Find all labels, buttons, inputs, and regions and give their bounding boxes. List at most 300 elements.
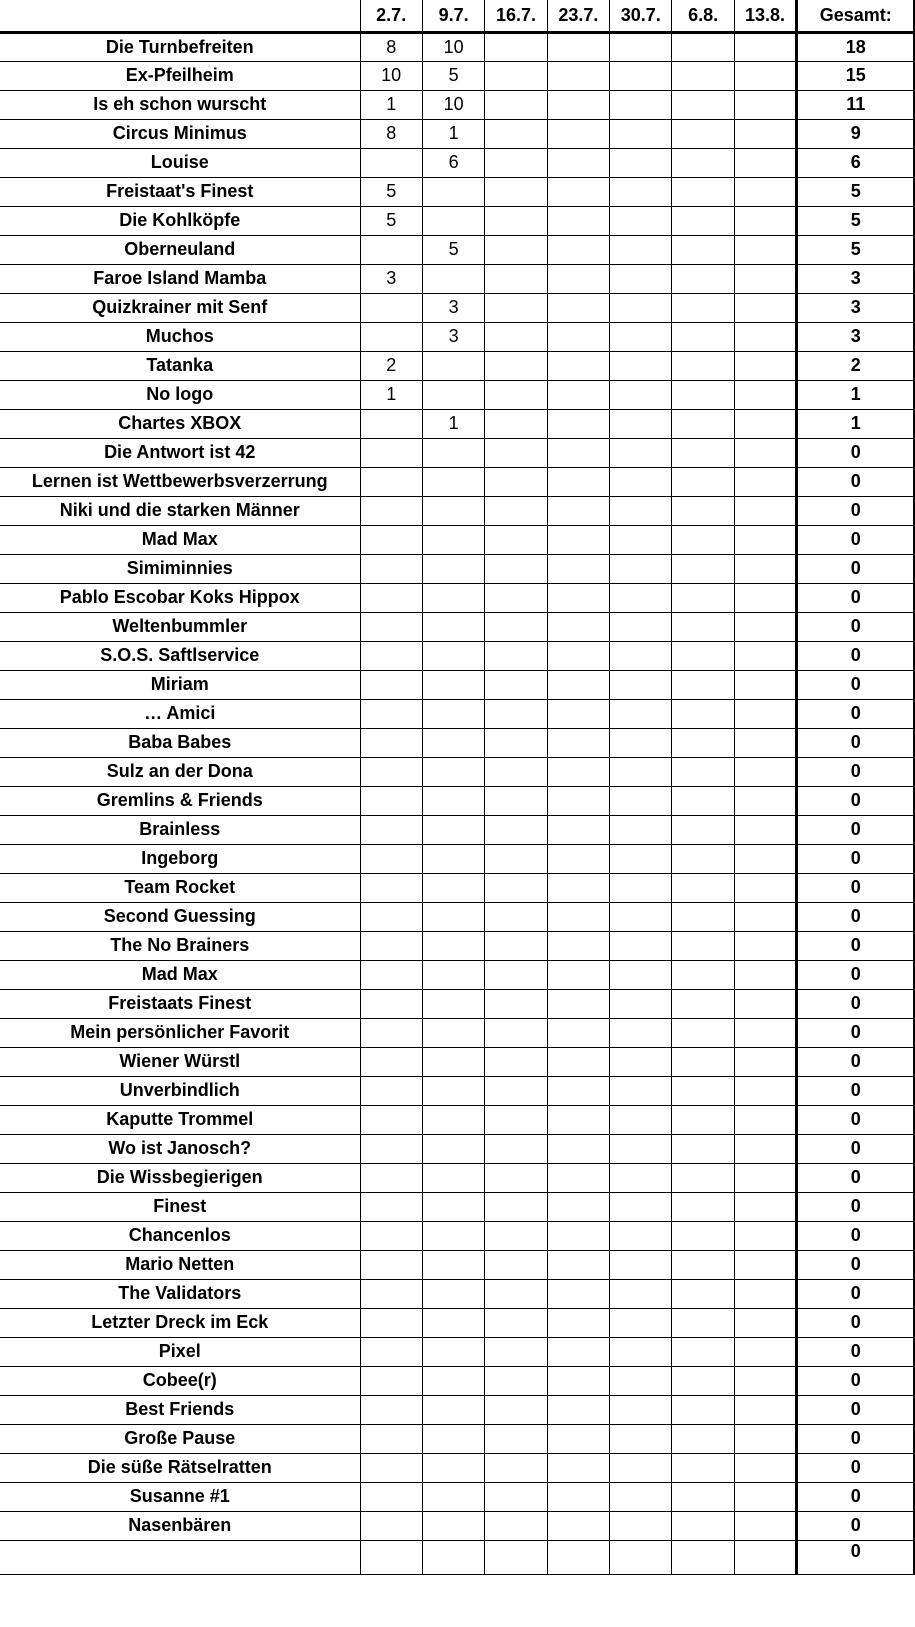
score-cell	[422, 786, 484, 815]
score-cell	[610, 32, 672, 61]
score-cell	[360, 1105, 422, 1134]
score-cell	[547, 1424, 609, 1453]
score-cell	[610, 496, 672, 525]
score-cell	[485, 873, 547, 902]
score-cell: 8	[360, 119, 422, 148]
score-cell	[547, 1250, 609, 1279]
score-cell	[734, 670, 796, 699]
score-cell	[360, 757, 422, 786]
table-row	[0, 119, 915, 148]
table-row	[0, 699, 915, 728]
score-cell	[422, 1453, 484, 1482]
score-cell	[422, 1076, 484, 1105]
score-cell	[547, 1511, 609, 1540]
score-cell	[734, 61, 796, 90]
table-row	[0, 728, 915, 757]
score-cell	[485, 1395, 547, 1424]
score-cell	[360, 583, 422, 612]
score-cell	[610, 931, 672, 960]
score-cell	[610, 467, 672, 496]
table-row	[0, 525, 915, 554]
score-cell	[547, 1279, 609, 1308]
score-cell	[734, 380, 796, 409]
score-cell: 8	[360, 32, 422, 61]
score-cell	[672, 612, 734, 641]
table-row	[0, 1511, 915, 1540]
score-cell	[547, 1192, 609, 1221]
score-cell	[485, 1047, 547, 1076]
score-cell	[610, 351, 672, 380]
total-cell: 0	[797, 1105, 915, 1134]
score-cell	[672, 902, 734, 931]
score-cell	[672, 148, 734, 177]
score-cell	[610, 1540, 672, 1574]
score-cell	[547, 322, 609, 351]
score-cell	[672, 670, 734, 699]
team-name-cell: Weltenbummler	[0, 612, 360, 641]
score-cell	[485, 380, 547, 409]
total-cell: 0	[797, 786, 915, 815]
total-cell: 0	[797, 1540, 915, 1574]
score-cell	[360, 612, 422, 641]
total-cell: 0	[797, 728, 915, 757]
score-cell	[547, 409, 609, 438]
score-cell	[422, 873, 484, 902]
total-cell: 1	[797, 380, 915, 409]
score-cell	[360, 525, 422, 554]
table-row	[0, 902, 915, 931]
score-cell	[547, 61, 609, 90]
score-cell	[422, 1308, 484, 1337]
score-cell	[610, 90, 672, 119]
score-cell	[547, 119, 609, 148]
score-cell	[485, 206, 547, 235]
total-cell: 0	[797, 1047, 915, 1076]
score-cell	[422, 1163, 484, 1192]
table-row	[0, 1047, 915, 1076]
table-row	[0, 61, 915, 90]
score-cell	[734, 612, 796, 641]
total-cell: 6	[797, 148, 915, 177]
score-cell	[422, 902, 484, 931]
score-cell	[360, 293, 422, 322]
score-cell	[734, 1018, 796, 1047]
table-row	[0, 467, 915, 496]
team-name-cell: Die Wissbegierigen	[0, 1163, 360, 1192]
score-cell	[547, 1453, 609, 1482]
team-name-cell: Ingeborg	[0, 844, 360, 873]
table-row	[0, 1540, 915, 1574]
score-cell	[734, 1250, 796, 1279]
total-cell: 0	[797, 989, 915, 1018]
score-cell	[734, 583, 796, 612]
total-cell: 0	[797, 1279, 915, 1308]
header-date-2: 9.7.	[422, 0, 484, 32]
score-cell: 1	[360, 90, 422, 119]
score-cell	[360, 670, 422, 699]
score-cell	[422, 380, 484, 409]
score-cell	[547, 1540, 609, 1574]
table-row	[0, 1308, 915, 1337]
score-cell	[360, 1482, 422, 1511]
score-cell	[734, 1308, 796, 1337]
score-cell	[547, 177, 609, 206]
team-name-cell: Tatanka	[0, 351, 360, 380]
table-row	[0, 815, 915, 844]
score-cell	[734, 1134, 796, 1163]
table-row	[0, 177, 915, 206]
score-cell	[360, 322, 422, 351]
score-cell	[485, 612, 547, 641]
score-cell	[734, 409, 796, 438]
score-cell	[610, 1076, 672, 1105]
score-cell	[422, 206, 484, 235]
score-cell	[547, 264, 609, 293]
table-row	[0, 670, 915, 699]
score-cell	[360, 1540, 422, 1574]
total-cell: 0	[797, 670, 915, 699]
total-cell: 0	[797, 467, 915, 496]
score-cell	[547, 90, 609, 119]
total-cell: 5	[797, 235, 915, 264]
score-cell: 5	[422, 61, 484, 90]
score-cell	[485, 438, 547, 467]
score-cell	[360, 728, 422, 757]
score-cell	[360, 1163, 422, 1192]
score-cell	[485, 1279, 547, 1308]
score-cell	[547, 612, 609, 641]
score-cell	[734, 322, 796, 351]
score-cell	[672, 815, 734, 844]
score-cell: 10	[360, 61, 422, 90]
score-cell	[485, 496, 547, 525]
score-cell	[610, 1192, 672, 1221]
score-cell	[734, 351, 796, 380]
score-cell	[610, 815, 672, 844]
score-cell	[360, 1076, 422, 1105]
total-cell: 0	[797, 960, 915, 989]
score-cell	[485, 699, 547, 728]
score-cell	[672, 409, 734, 438]
score-cell	[422, 844, 484, 873]
score-cell	[734, 1540, 796, 1574]
score-cell	[672, 844, 734, 873]
score-cell: 2	[360, 351, 422, 380]
score-cell	[672, 1192, 734, 1221]
score-cell	[734, 641, 796, 670]
team-name-cell: Team Rocket	[0, 873, 360, 902]
score-cell	[672, 380, 734, 409]
score-cell	[610, 322, 672, 351]
score-cell	[485, 670, 547, 699]
total-cell: 2	[797, 351, 915, 380]
score-cell	[485, 467, 547, 496]
score-cell	[485, 322, 547, 351]
score-cell	[734, 438, 796, 467]
score-cell	[672, 757, 734, 786]
score-cell	[547, 873, 609, 902]
score-cell	[734, 148, 796, 177]
score-cell	[547, 1221, 609, 1250]
header-date-1: 2.7.	[360, 0, 422, 32]
score-cell	[547, 931, 609, 960]
score-cell	[672, 351, 734, 380]
score-cell	[672, 61, 734, 90]
score-cell	[610, 699, 672, 728]
score-cell	[422, 1395, 484, 1424]
score-cell	[610, 728, 672, 757]
score-cell	[360, 1047, 422, 1076]
total-cell: 0	[797, 496, 915, 525]
score-cell	[360, 1221, 422, 1250]
score-cell	[672, 960, 734, 989]
team-name-cell: Pablo Escobar Koks Hippox	[0, 583, 360, 612]
table-row	[0, 786, 915, 815]
score-cell	[422, 1134, 484, 1163]
score-cell	[672, 1134, 734, 1163]
score-cell	[672, 1308, 734, 1337]
table-row	[0, 351, 915, 380]
team-name-cell: Nasenbären	[0, 1511, 360, 1540]
score-cell	[734, 1076, 796, 1105]
table-row	[0, 235, 915, 264]
score-cell	[610, 1511, 672, 1540]
score-cell	[422, 1366, 484, 1395]
score-cell	[547, 757, 609, 786]
score-cell	[610, 1395, 672, 1424]
score-cell	[672, 496, 734, 525]
score-cell	[547, 728, 609, 757]
total-cell: 0	[797, 1018, 915, 1047]
score-cell	[360, 1018, 422, 1047]
score-cell	[672, 1511, 734, 1540]
score-cell	[672, 1018, 734, 1047]
table-row	[0, 148, 915, 177]
score-cell	[672, 699, 734, 728]
team-name-cell: Große Pause	[0, 1424, 360, 1453]
team-name-cell	[0, 1540, 360, 1574]
score-cell	[422, 931, 484, 960]
score-cell	[610, 206, 672, 235]
team-name-cell: Niki und die starken Männer	[0, 496, 360, 525]
score-cell	[360, 1134, 422, 1163]
team-name-cell: Freistaat's Finest	[0, 177, 360, 206]
score-cell	[547, 641, 609, 670]
score-cell	[734, 931, 796, 960]
score-cell	[672, 119, 734, 148]
score-cell	[485, 989, 547, 1018]
team-name-cell: Faroe Island Mamba	[0, 264, 360, 293]
score-cell	[610, 409, 672, 438]
table-row	[0, 1192, 915, 1221]
score-cell	[422, 1018, 484, 1047]
total-cell: 0	[797, 1511, 915, 1540]
score-cell	[360, 1453, 422, 1482]
score-cell	[422, 1192, 484, 1221]
table-row	[0, 1076, 915, 1105]
header-date-7: 13.8.	[734, 0, 796, 32]
header-date-6: 6.8.	[672, 0, 734, 32]
score-cell	[610, 960, 672, 989]
score-cell	[672, 641, 734, 670]
score-cell	[485, 1221, 547, 1250]
score-cell	[672, 90, 734, 119]
header-date-3: 16.7.	[485, 0, 547, 32]
team-name-cell: … Amici	[0, 699, 360, 728]
table-row	[0, 322, 915, 351]
score-cell	[734, 786, 796, 815]
score-cell	[672, 786, 734, 815]
score-cell	[360, 873, 422, 902]
score-cell	[485, 351, 547, 380]
team-name-cell: Ex-Pfeilheim	[0, 61, 360, 90]
score-cell	[610, 380, 672, 409]
score-cell	[547, 467, 609, 496]
score-cell	[547, 554, 609, 583]
score-cell	[485, 525, 547, 554]
team-name-cell: Chancenlos	[0, 1221, 360, 1250]
table-row	[0, 206, 915, 235]
score-cell	[422, 264, 484, 293]
score-cell	[610, 1105, 672, 1134]
total-cell: 11	[797, 90, 915, 119]
team-name-cell: Die Antwort ist 42	[0, 438, 360, 467]
score-cell	[547, 1366, 609, 1395]
total-cell: 9	[797, 119, 915, 148]
team-name-cell: Wo ist Janosch?	[0, 1134, 360, 1163]
score-cell	[672, 1453, 734, 1482]
score-cell	[610, 177, 672, 206]
team-name-cell: Simiminnies	[0, 554, 360, 583]
score-cell	[610, 235, 672, 264]
score-cell	[485, 931, 547, 960]
team-name-cell: Circus Minimus	[0, 119, 360, 148]
score-cell	[672, 1250, 734, 1279]
score-cell	[422, 1250, 484, 1279]
score-cell	[485, 1337, 547, 1366]
score-cell	[485, 293, 547, 322]
table-row	[0, 1453, 915, 1482]
total-cell: 0	[797, 844, 915, 873]
table-row	[0, 583, 915, 612]
score-cell	[734, 1105, 796, 1134]
score-cell	[547, 1134, 609, 1163]
score-cell	[672, 873, 734, 902]
score-cell: 3	[422, 293, 484, 322]
score-cell	[610, 641, 672, 670]
score-cell	[734, 989, 796, 1018]
team-name-cell: Louise	[0, 148, 360, 177]
score-cell	[360, 438, 422, 467]
score-cell	[485, 1482, 547, 1511]
total-cell: 18	[797, 32, 915, 61]
table-row	[0, 844, 915, 873]
score-cell	[734, 699, 796, 728]
table-row	[0, 1424, 915, 1453]
total-cell: 0	[797, 612, 915, 641]
score-cell	[734, 467, 796, 496]
score-cell	[422, 1424, 484, 1453]
score-cell	[360, 960, 422, 989]
score-cell	[547, 206, 609, 235]
score-cell	[547, 1163, 609, 1192]
score-cell	[610, 554, 672, 583]
score-cell	[734, 32, 796, 61]
score-cell	[485, 902, 547, 931]
score-cell	[610, 1482, 672, 1511]
score-cell	[422, 728, 484, 757]
header-date-4: 23.7.	[547, 0, 609, 32]
score-cell	[422, 525, 484, 554]
score-cell	[547, 786, 609, 815]
score-cell	[734, 496, 796, 525]
total-cell: 0	[797, 1453, 915, 1482]
score-cell	[360, 786, 422, 815]
score-cell	[610, 264, 672, 293]
score-cell	[547, 1018, 609, 1047]
score-cell	[360, 1308, 422, 1337]
table-row	[0, 989, 915, 1018]
team-name-cell: Is eh schon wurscht	[0, 90, 360, 119]
score-cell	[672, 206, 734, 235]
score-cell	[485, 1424, 547, 1453]
table-row	[0, 1279, 915, 1308]
team-name-cell: Miriam	[0, 670, 360, 699]
total-cell: 0	[797, 1482, 915, 1511]
score-cell	[360, 1192, 422, 1221]
score-cell	[672, 1279, 734, 1308]
score-cell	[360, 235, 422, 264]
table-row	[0, 496, 915, 525]
score-cell	[734, 815, 796, 844]
score-cell	[610, 1250, 672, 1279]
score-cell	[485, 1453, 547, 1482]
score-cell	[610, 1308, 672, 1337]
score-cell	[547, 235, 609, 264]
score-cell	[547, 670, 609, 699]
score-cell	[610, 757, 672, 786]
score-cell	[672, 438, 734, 467]
total-cell: 0	[797, 1308, 915, 1337]
score-cell	[610, 873, 672, 902]
table-row	[0, 90, 915, 119]
score-cell	[485, 583, 547, 612]
score-cell	[672, 1337, 734, 1366]
team-name-cell: Finest	[0, 1192, 360, 1221]
score-cell	[547, 815, 609, 844]
score-cell	[485, 148, 547, 177]
score-cell	[422, 1105, 484, 1134]
score-cell	[547, 583, 609, 612]
score-cell	[485, 119, 547, 148]
score-cell: 1	[360, 380, 422, 409]
total-cell: 0	[797, 1192, 915, 1221]
team-name-cell: Die Kohlköpfe	[0, 206, 360, 235]
score-cell	[547, 1337, 609, 1366]
score-cell	[485, 1192, 547, 1221]
header-team-cell	[0, 0, 360, 32]
score-body	[0, 32, 915, 1574]
score-cell	[360, 1424, 422, 1453]
score-cell	[734, 1163, 796, 1192]
score-cell	[485, 235, 547, 264]
score-cell	[610, 989, 672, 1018]
score-cell	[672, 583, 734, 612]
score-cell	[422, 583, 484, 612]
table-row	[0, 757, 915, 786]
score-cell	[360, 699, 422, 728]
score-cell	[610, 1279, 672, 1308]
